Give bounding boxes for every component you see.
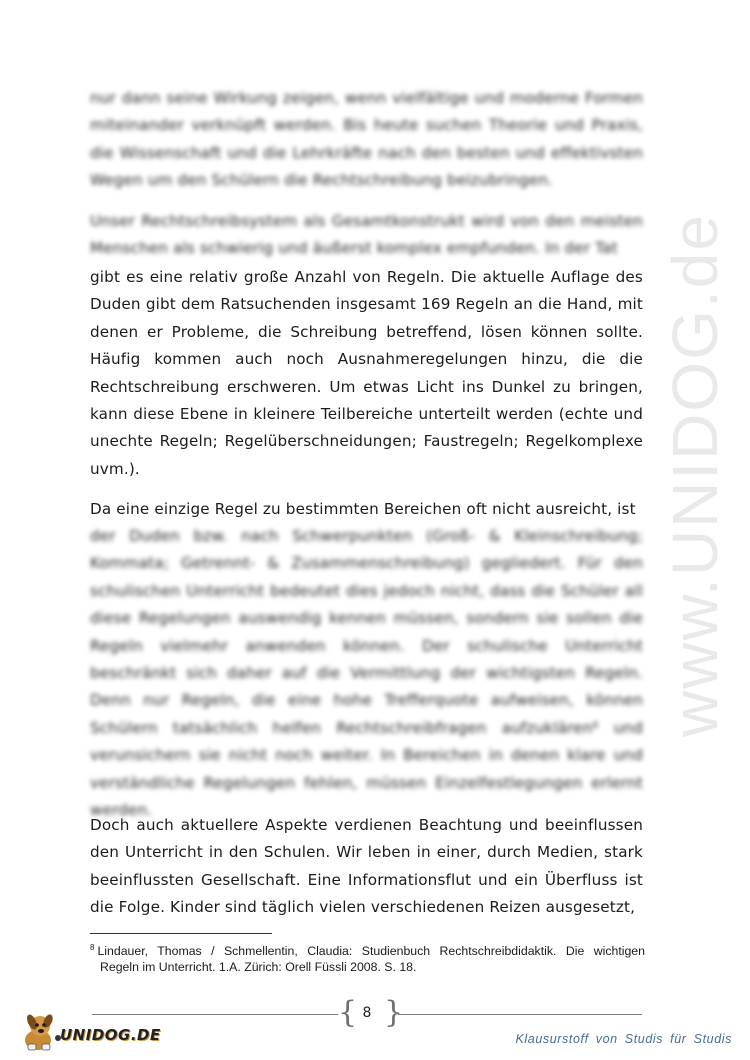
footer-divider-right <box>398 1014 642 1015</box>
footnote-divider <box>90 933 272 934</box>
watermark <box>635 175 750 775</box>
logo-text: UNIDOG.DE <box>60 1026 161 1044</box>
dog-mascot-icon <box>18 1010 64 1054</box>
footnote <box>90 940 645 975</box>
paragraph-text: Doch auch aktuellere Aspekte verdienen Beachtung und beeinflussen den Unterricht in den Schulen. Wir leben in einer, durch Medien, stark beeinflussten Gesellschaft. Eine Informationsflut und ein Überfluss ist die Folge. Kinder sind täglich vielen verschiedenen Reizen ausgesetzt, <box>90 816 643 917</box>
footer-tagline: Klausurstoff von Studis für Studis <box>515 1032 732 1046</box>
footnote-reference: 8 <box>592 720 599 731</box>
page-number-bracket-left: { <box>338 995 358 1030</box>
paragraph-text: gibt es eine relativ große Anzahl von Regeln. Die aktuelle Auflage des Duden gibt dem Ratsuchenden insgesamt 169 Regeln an die Hand, mit denen er Probleme, die Schreibung betreffend, lösen können sollte. Häufig kommen auch noch Ausnahmeregelungen hinzu, die die Rechtschreibung erschweren. Um etwas Licht ins Dunkel zu bringen, kann diese Ebene in kleinere Teilbereiche unterteilt werden (echte und unechte Regeln; Regelüberschneidungen; Faustregeln; Regelkomplexe uvm.). <box>90 268 643 478</box>
page-number: 8 <box>362 1005 372 1021</box>
page-number-bracket-right: } <box>384 995 404 1030</box>
watermark-text: www.UNIDOG.de <box>659 213 731 737</box>
paragraph-text: Unser Rechtschreibsystem als Gesamtkonstrukt wird von den meisten Menschen als schwierig und äußerst komplex empfunden. In der Tat <box>90 212 643 258</box>
paragraph-blurred-2 <box>90 208 643 263</box>
paragraph-text: Da eine einzige Regel zu bestimmten Bereichen oft nicht ausreicht, ist <box>90 500 636 518</box>
unidog-logo <box>18 1010 161 1054</box>
paragraph-blurred-3 <box>90 523 643 824</box>
paragraph-visible-3 <box>90 496 643 523</box>
paragraph-text: der Duden bzw. nach Schwerpunkten (Groß- & Kleinschreibung; Kommata; Getrennt- & Zusammenschreibung) gegliedert. Für den schulischen Unterricht bedeutet dies jedoch nicht, dass die Schüler all diese Regelungen auswendig kennen müssen, sondern sie sollen die Regeln vielmehr anwenden können. Der schulische Unterricht beschränkt sich daher auf die Vermittlung der wichtigsten Regeln. Denn nur Regeln, die eine hohe Trefferquote aufweisen, können Schülern tatsächlich helfen Rechtschreibfragen aufzuklären <box>90 527 643 737</box>
footnote-number: 8 <box>90 943 95 952</box>
paragraph-text: und verunsichern sie nicht noch weiter. In Bereichen in denen klare und verständliche Regelungen fehlen, müssen Einzelfestlegungen erlernt werden. <box>90 718 644 820</box>
footnote-text: Lindauer, Thomas / Schmellentin, Claudia: Studienbuch Rechtschreibdidaktik. Die wichtigen <box>97 944 645 958</box>
footnote-line-2: Regeln im Unterricht. 1.A. Zürich: Orell Füssli 2008. S. 18. <box>100 960 417 974</box>
paragraph-blurred-1 <box>90 85 643 195</box>
paragraph-text: nur dann seine Wirkung zeigen, wenn vielfältige und moderne Formen miteinander verknüpft werden. Bis heute suchen Theorie und Praxis, die Wissenschaft und die Lehrkräfte nach den besten und effektivsten Wegen um den Schülern die Rechtschreibung beizubringen. <box>90 89 643 190</box>
paragraph-visible-2 <box>90 264 643 483</box>
paragraph-visible-4 <box>90 812 643 922</box>
footnote-line-1 <box>90 940 645 959</box>
